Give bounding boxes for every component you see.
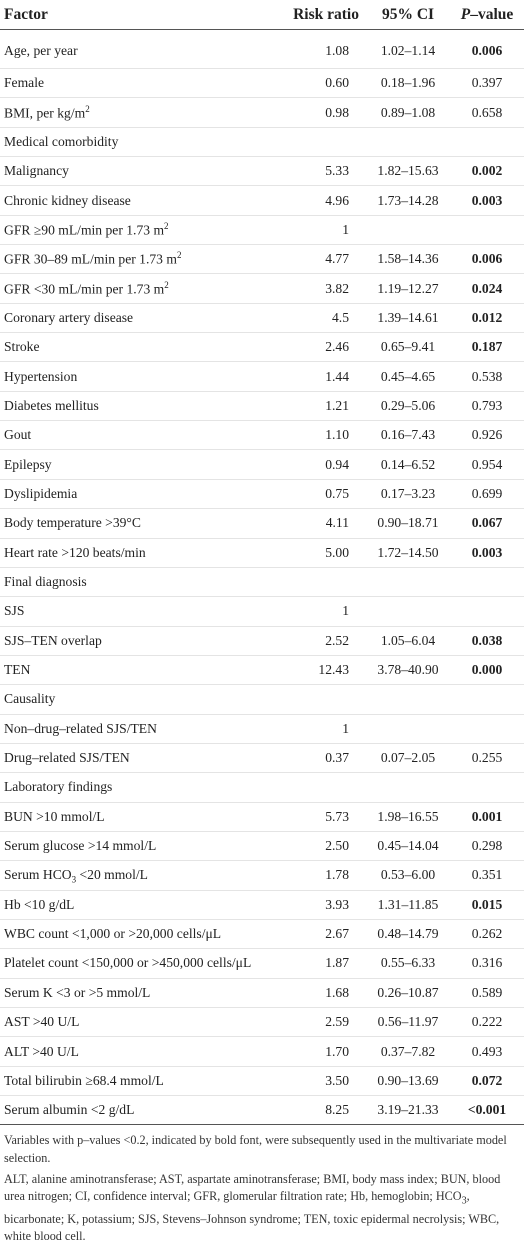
factor-label: Stroke bbox=[4, 339, 40, 355]
factor-cell bbox=[0, 479, 286, 508]
ci-cell: 0.90–13.69 bbox=[366, 1066, 450, 1095]
p-value-cell: 0.012 bbox=[450, 303, 524, 332]
factor-label: Heart rate >120 beats/min bbox=[4, 544, 146, 560]
p-value-cell: 0.926 bbox=[450, 421, 524, 450]
p-value-cell: 0.002 bbox=[450, 157, 524, 186]
table-row bbox=[0, 714, 524, 743]
table-row bbox=[0, 655, 524, 684]
factor-cell bbox=[0, 362, 286, 391]
header-p-suffix: –value bbox=[470, 5, 514, 23]
p-value-cell: 0.003 bbox=[450, 186, 524, 215]
ci-cell: 0.65–9.41 bbox=[366, 333, 450, 362]
risk-ratio-cell: 1.70 bbox=[286, 1037, 366, 1066]
factor-label: Platelet count <150,000 or >450,000 cells/μL bbox=[4, 955, 252, 971]
ci-cell: 0.56–11.97 bbox=[366, 1008, 450, 1037]
ci-cell bbox=[366, 773, 450, 802]
p-value-cell: 0.001 bbox=[450, 802, 524, 831]
table-row bbox=[0, 157, 524, 186]
ci-cell: 1.82–15.63 bbox=[366, 157, 450, 186]
table-row bbox=[0, 685, 524, 714]
table-header bbox=[0, 0, 524, 30]
footnote-abbr-part2: , bicarbonate; K, potassium; SJS, Stevens–Johnson syndrome; TEN, toxic epidermal necrolysis; WBC, white blood cell. bbox=[4, 1189, 500, 1244]
risk-ratio-cell: 2.59 bbox=[286, 1008, 366, 1037]
factor-cell bbox=[0, 1066, 286, 1095]
ci-cell: 0.48–14.79 bbox=[366, 919, 450, 948]
table-row bbox=[0, 186, 524, 215]
footnote-bold-note: Variables with p–values <0.2, indicated by bold font, were subsequently used in the multivariate model selection. bbox=[4, 1133, 507, 1166]
risk-ratio-cell: 1.68 bbox=[286, 978, 366, 1007]
factor-label: Age, per year bbox=[4, 43, 78, 58]
p-value-cell: 0.187 bbox=[450, 333, 524, 362]
risk-ratio-cell: 1.87 bbox=[286, 949, 366, 978]
factor-label: BMI, per kg/m bbox=[4, 105, 86, 121]
factor-cell bbox=[0, 567, 286, 596]
risk-ratio-cell bbox=[286, 773, 366, 802]
factor-label: Diabetes mellitus bbox=[4, 397, 99, 413]
ci-cell: 0.16–7.43 bbox=[366, 421, 450, 450]
factor-label: Malignancy bbox=[4, 163, 69, 179]
risk-ratio-cell: 1.08 bbox=[286, 30, 366, 69]
p-value-cell: 0.589 bbox=[450, 978, 524, 1007]
factor-label: ALT >40 U/L bbox=[4, 1043, 79, 1059]
footnote-abbr-part1: ALT, alanine aminotransferase; AST, aspartate aminotransferase; BMI, body mass index; BUN, blood urea nitrogen; CI, confidence interval; GFR, glomerular filtration rate; Hb, hemoglobin; HCO bbox=[4, 1171, 501, 1204]
table-row bbox=[0, 421, 524, 450]
risk-ratio-cell: 1 bbox=[286, 714, 366, 743]
table-row bbox=[0, 362, 524, 391]
factor-superscript: 2 bbox=[164, 279, 169, 290]
factor-cell bbox=[0, 274, 286, 303]
risk-ratio-cell: 12.43 bbox=[286, 655, 366, 684]
table-row bbox=[0, 567, 524, 596]
factor-cell bbox=[0, 69, 286, 98]
footnote-abbr-sub: 3 bbox=[461, 1195, 467, 1207]
p-value-cell: 0.024 bbox=[450, 274, 524, 303]
factor-label: GFR <30 mL/min per 1.73 m bbox=[4, 281, 165, 297]
factor-label: Serum glucose >14 mmol/L bbox=[4, 838, 157, 854]
table-row bbox=[0, 509, 524, 538]
p-value-cell: 0.793 bbox=[450, 391, 524, 420]
factor-label: Serum albumin <2 g/dL bbox=[4, 1102, 135, 1118]
p-value-cell: 0.067 bbox=[450, 509, 524, 538]
ci-cell: 3.78–40.90 bbox=[366, 655, 450, 684]
table-row bbox=[0, 274, 524, 303]
factor-superscript: 2 bbox=[164, 221, 169, 232]
p-value-cell: 0.015 bbox=[450, 890, 524, 919]
ci-cell: 0.18–1.96 bbox=[366, 69, 450, 98]
ci-cell bbox=[366, 685, 450, 714]
factor-superscript: 2 bbox=[85, 103, 90, 114]
risk-ratio-cell: 3.50 bbox=[286, 1066, 366, 1095]
factor-label: Drug–related SJS/TEN bbox=[4, 750, 130, 766]
risk-ratio-cell: 0.94 bbox=[286, 450, 366, 479]
factor-cell bbox=[0, 215, 286, 244]
factor-label: Body temperature >39°C bbox=[4, 515, 141, 531]
table-row bbox=[0, 1008, 524, 1037]
factor-cell bbox=[0, 245, 286, 274]
factor-cell bbox=[0, 890, 286, 919]
risk-ratio-cell: 4.11 bbox=[286, 509, 366, 538]
table-row bbox=[0, 831, 524, 860]
table-row bbox=[0, 538, 524, 567]
factor-label: Hypertension bbox=[4, 368, 78, 384]
p-value-cell: 0.658 bbox=[450, 98, 524, 127]
risk-ratio-cell: 2.52 bbox=[286, 626, 366, 655]
factor-cell bbox=[0, 655, 286, 684]
table-row bbox=[0, 919, 524, 948]
risk-ratio-cell bbox=[286, 127, 366, 156]
factor-cell bbox=[0, 597, 286, 626]
risk-ratio-cell: 5.33 bbox=[286, 157, 366, 186]
ci-cell: 1.39–14.61 bbox=[366, 303, 450, 332]
risk-ratio-cell bbox=[286, 567, 366, 596]
risk-ratio-cell: 2.46 bbox=[286, 333, 366, 362]
table-row bbox=[0, 69, 524, 98]
factor-cell bbox=[0, 743, 286, 772]
p-value-cell bbox=[450, 567, 524, 596]
risk-ratio-cell: 5.00 bbox=[286, 538, 366, 567]
factor-superscript: 2 bbox=[176, 250, 182, 261]
factor-cell bbox=[0, 1008, 286, 1037]
factor-label: Female bbox=[4, 75, 45, 91]
factor-cell bbox=[0, 685, 286, 714]
factor-cell bbox=[0, 626, 286, 655]
factor-label: Total bilirubin ≥68.4 mmol/L bbox=[4, 1072, 164, 1088]
factor-cell bbox=[0, 186, 286, 215]
ci-cell bbox=[366, 597, 450, 626]
ci-cell: 0.90–18.71 bbox=[366, 509, 450, 538]
table-row bbox=[0, 597, 524, 626]
risk-ratio-cell: 5.73 bbox=[286, 802, 366, 831]
factor-cell bbox=[0, 303, 286, 332]
risk-ratio-cell: 4.96 bbox=[286, 186, 366, 215]
ci-cell: 0.89–1.08 bbox=[366, 98, 450, 127]
p-value-cell: 0.003 bbox=[450, 538, 524, 567]
table-row bbox=[0, 1096, 524, 1125]
risk-ratio-cell: 0.60 bbox=[286, 69, 366, 98]
table-row bbox=[0, 479, 524, 508]
ci-cell: 0.53–6.00 bbox=[366, 861, 450, 890]
risk-ratio-cell: 0.75 bbox=[286, 479, 366, 508]
factor-label: Medical comorbidity bbox=[4, 133, 119, 149]
factor-label: Dyslipidemia bbox=[4, 485, 78, 501]
risk-ratio-cell: 1.44 bbox=[286, 362, 366, 391]
factor-cell bbox=[0, 831, 286, 860]
p-value-cell bbox=[450, 597, 524, 626]
table-row bbox=[0, 949, 524, 978]
p-value-cell bbox=[450, 685, 524, 714]
header-factor: Factor bbox=[0, 0, 286, 30]
p-value-cell: 0.072 bbox=[450, 1066, 524, 1095]
ci-cell: 1.72–14.50 bbox=[366, 538, 450, 567]
table-row bbox=[0, 215, 524, 244]
risk-ratio-cell: 2.50 bbox=[286, 831, 366, 860]
factor-cell bbox=[0, 773, 286, 802]
header-ci: 95% CI bbox=[366, 0, 450, 30]
table-row bbox=[0, 626, 524, 655]
ci-cell: 0.37–7.82 bbox=[366, 1037, 450, 1066]
table-row bbox=[0, 802, 524, 831]
factor-cell bbox=[0, 157, 286, 186]
p-value-cell: 0.000 bbox=[450, 655, 524, 684]
table-row bbox=[0, 1066, 524, 1095]
factor-cell bbox=[0, 978, 286, 1007]
table-row bbox=[0, 773, 524, 802]
factor-label-suffix: <20 mmol/L bbox=[76, 866, 148, 882]
table-footnote bbox=[0, 1125, 524, 1246]
factor-cell bbox=[0, 333, 286, 362]
risk-ratio-cell: 4.5 bbox=[286, 303, 366, 332]
factor-label: SJS–TEN overlap bbox=[4, 632, 102, 648]
table-body bbox=[0, 30, 524, 1125]
factor-label: GFR 30–89 mL/min per 1.73 m bbox=[4, 252, 177, 267]
table-row bbox=[0, 861, 524, 890]
factor-cell bbox=[0, 538, 286, 567]
ci-cell bbox=[366, 215, 450, 244]
p-value-cell: 0.316 bbox=[450, 949, 524, 978]
table-row bbox=[0, 127, 524, 156]
p-value-cell: 0.006 bbox=[450, 245, 524, 274]
table-row bbox=[0, 978, 524, 1007]
table-row bbox=[0, 30, 524, 69]
ci-cell: 1.02–1.14 bbox=[366, 30, 450, 69]
risk-ratio-cell: 1 bbox=[286, 215, 366, 244]
p-value-cell: 0.397 bbox=[450, 69, 524, 98]
risk-ratio-cell: 0.98 bbox=[286, 98, 366, 127]
risk-ratio-cell: 2.67 bbox=[286, 919, 366, 948]
risk-ratio-cell: 4.77 bbox=[286, 245, 366, 274]
table-row bbox=[0, 391, 524, 420]
factor-cell bbox=[0, 127, 286, 156]
p-value-cell bbox=[450, 215, 524, 244]
ci-cell: 0.55–6.33 bbox=[366, 949, 450, 978]
ci-cell: 0.07–2.05 bbox=[366, 743, 450, 772]
table-row bbox=[0, 333, 524, 362]
factor-label: BUN >10 mmol/L bbox=[4, 808, 105, 824]
p-value-cell: 0.538 bbox=[450, 362, 524, 391]
p-value-cell bbox=[450, 714, 524, 743]
ci-cell: 1.73–14.28 bbox=[366, 186, 450, 215]
p-value-cell: 0.006 bbox=[450, 30, 524, 69]
factor-label: Causality bbox=[4, 691, 56, 707]
p-value-cell: 0.222 bbox=[450, 1008, 524, 1037]
table-row bbox=[0, 450, 524, 479]
risk-ratio-cell: 8.25 bbox=[286, 1096, 366, 1125]
ci-cell: 0.45–14.04 bbox=[366, 831, 450, 860]
p-value-cell: 0.038 bbox=[450, 626, 524, 655]
factor-label: Serum HCO bbox=[4, 866, 72, 882]
ci-cell: 0.29–5.06 bbox=[366, 391, 450, 420]
risk-ratio-cell: 3.93 bbox=[286, 890, 366, 919]
ci-cell: 0.14–6.52 bbox=[366, 450, 450, 479]
header-risk-ratio: Risk ratio bbox=[286, 0, 366, 30]
factor-label: GFR ≥90 mL/min per 1.73 m bbox=[4, 222, 165, 238]
ci-cell bbox=[366, 567, 450, 596]
ci-cell: 0.26–10.87 bbox=[366, 978, 450, 1007]
risk-ratio-cell: 1.10 bbox=[286, 421, 366, 450]
factor-label: Coronary artery disease bbox=[4, 309, 134, 325]
factor-cell bbox=[0, 949, 286, 978]
factor-label: Chronic kidney disease bbox=[4, 192, 131, 208]
risk-ratio-cell: 1.21 bbox=[286, 391, 366, 420]
factor-cell bbox=[0, 1037, 286, 1066]
factor-label: Gout bbox=[4, 427, 32, 443]
factor-label: AST >40 U/L bbox=[4, 1014, 80, 1030]
factor-cell bbox=[0, 802, 286, 831]
p-value-cell bbox=[450, 773, 524, 802]
p-value-cell: 0.262 bbox=[450, 919, 524, 948]
factor-subscript: 3 bbox=[71, 874, 77, 885]
p-value-cell: <0.001 bbox=[450, 1096, 524, 1125]
p-value-cell: 0.699 bbox=[450, 479, 524, 508]
p-value-cell: 0.351 bbox=[450, 861, 524, 890]
table-row bbox=[0, 1037, 524, 1066]
risk-ratio-cell: 0.37 bbox=[286, 743, 366, 772]
ci-cell: 0.45–4.65 bbox=[366, 362, 450, 391]
ci-cell bbox=[366, 714, 450, 743]
table-row bbox=[0, 890, 524, 919]
factor-label: Laboratory findings bbox=[4, 779, 113, 795]
ci-cell: 0.17–3.23 bbox=[366, 479, 450, 508]
factor-cell bbox=[0, 1096, 286, 1125]
ci-cell: 1.31–11.85 bbox=[366, 890, 450, 919]
table-row bbox=[0, 98, 524, 127]
risk-ratio-cell bbox=[286, 685, 366, 714]
ci-cell bbox=[366, 127, 450, 156]
factor-label: SJS bbox=[4, 603, 25, 619]
header-p-value bbox=[450, 0, 524, 30]
risk-ratio-cell: 3.82 bbox=[286, 274, 366, 303]
ci-cell: 1.05–6.04 bbox=[366, 626, 450, 655]
p-value-cell bbox=[450, 127, 524, 156]
factor-cell bbox=[0, 98, 286, 127]
ci-cell: 1.19–12.27 bbox=[366, 274, 450, 303]
table-row bbox=[0, 303, 524, 332]
factor-cell bbox=[0, 861, 286, 890]
risk-ratio-cell: 1.78 bbox=[286, 861, 366, 890]
ci-cell: 1.58–14.36 bbox=[366, 245, 450, 274]
header-p-letter: P bbox=[460, 5, 471, 23]
p-value-cell: 0.298 bbox=[450, 831, 524, 860]
factor-label: TEN bbox=[4, 662, 31, 678]
p-value-cell: 0.255 bbox=[450, 743, 524, 772]
factor-cell bbox=[0, 714, 286, 743]
factor-cell bbox=[0, 919, 286, 948]
factor-cell bbox=[0, 450, 286, 479]
p-value-cell: 0.954 bbox=[450, 450, 524, 479]
table-row bbox=[0, 245, 524, 274]
factor-label: WBC count <1,000 or >20,000 cells/μL bbox=[4, 926, 222, 942]
ci-cell: 1.98–16.55 bbox=[366, 802, 450, 831]
risk-ratio-cell: 1 bbox=[286, 597, 366, 626]
p-value-cell: 0.493 bbox=[450, 1037, 524, 1066]
header-row bbox=[0, 0, 524, 30]
factor-cell bbox=[0, 509, 286, 538]
factor-cell bbox=[0, 391, 286, 420]
factor-label: Serum K <3 or >5 mmol/L bbox=[4, 984, 151, 1000]
factor-label: Non–drug–related SJS/TEN bbox=[4, 720, 157, 736]
factor-cell bbox=[0, 421, 286, 450]
ci-cell: 3.19–21.33 bbox=[366, 1096, 450, 1125]
factor-label: Epilepsy bbox=[4, 456, 52, 472]
table-row bbox=[0, 743, 524, 772]
factor-label: Final diagnosis bbox=[4, 574, 87, 590]
factor-cell bbox=[0, 30, 286, 69]
footnote-abbreviations bbox=[4, 1171, 520, 1246]
factor-label: Hb <10 g/dL bbox=[4, 896, 75, 912]
